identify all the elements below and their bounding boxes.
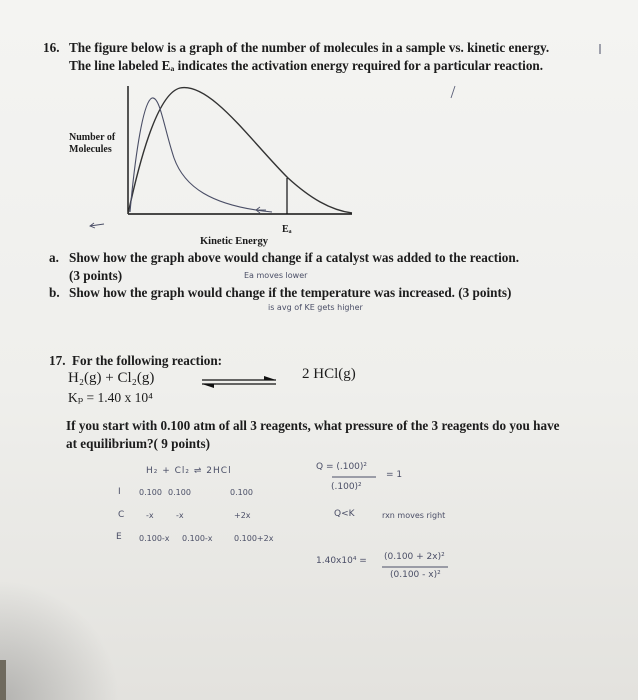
q-direction: rxn moves right	[382, 511, 446, 520]
q-compare: Q<K	[334, 509, 355, 519]
printed-distribution-curve	[128, 88, 352, 214]
energy-distribution-graph	[60, 78, 360, 253]
margin-tick-mark	[590, 40, 610, 60]
kp-equation-left: 1.40x10⁴ =	[316, 556, 367, 566]
ice-row-i-cl2: 0.100	[168, 488, 191, 497]
graph-y-label-line2: Molecules	[69, 144, 112, 155]
q-calc-numerator: Q = (.100)²	[316, 462, 368, 472]
ice-row-c-hcl: +2x	[234, 511, 251, 520]
ice-equation: H₂ + Cl₂ ⇌ 2HCl	[146, 466, 232, 476]
kp-equation-denominator: (0.100 - x)²	[390, 570, 441, 580]
q16a-student-answer: Ea moves lower	[244, 271, 308, 280]
q16b-student-answer: is avg of KE gets higher	[268, 303, 363, 312]
student-drawn-curve	[130, 98, 272, 212]
q16b-letter: b.	[49, 285, 60, 300]
graph-y-label-line1: Number of	[69, 132, 116, 143]
q-calc-denominator: (.100)²	[331, 482, 362, 492]
q17-intro: For the following reaction:	[72, 353, 223, 368]
ice-row-i-hcl: 0.100	[230, 488, 253, 497]
ice-row-e-cl2: 0.100-x	[182, 534, 213, 543]
ice-row-e-h2: 0.100-x	[139, 534, 170, 543]
ice-row-e-hcl: 0.100+2x	[234, 534, 274, 543]
graph-x-label: Kinetic Energy	[200, 236, 268, 247]
q17-reactants: H₂(g) + Cl₂(g)	[68, 370, 155, 386]
q17-question-line1: If you start with 0.100 atm of all 3 reagents, what pressure of the 3 reagents do you have	[66, 418, 560, 433]
photo-edge	[0, 660, 6, 700]
pencil-slash-mark	[446, 84, 460, 102]
ice-row-i-label: I	[118, 487, 121, 497]
ice-row-c-label: C	[118, 510, 125, 520]
q16b-text-line1: Show how the graph would change if the temperature was increased. (3 points)	[69, 285, 512, 300]
q17-number: 17.	[49, 353, 66, 368]
q-fraction-bar	[330, 474, 380, 480]
q17-question-line2: at equilibrium?( 9 points)	[66, 436, 210, 451]
graph-ea-label: Eₐ	[282, 224, 292, 235]
q16a-text-line1: Show how the graph above would change if a catalyst was added to the reaction.	[69, 250, 519, 265]
q16a-text-line2: (3 points)	[69, 268, 123, 283]
ice-row-c-h2: -x	[146, 511, 154, 520]
q16-number: 16.	[43, 40, 60, 55]
equilibrium-arrows	[200, 372, 280, 392]
ice-row-i-h2: 0.100	[139, 488, 162, 497]
photo-shadow	[0, 580, 120, 700]
q16-text-line2: The line labeled Eₐ indicates the activation energy required for a particular reaction.	[69, 58, 544, 73]
q17-kp: Kₚ = 1.40 x 10⁴	[68, 390, 153, 405]
q16a-letter: a.	[49, 250, 59, 265]
ice-row-c-cl2: -x	[176, 511, 184, 520]
q16-text-line1: The figure below is a graph of the number of molecules in a sample vs. kinetic energy.	[69, 40, 550, 55]
kp-equation-numerator: (0.100 + 2x)²	[384, 552, 445, 562]
ice-row-e-label: E	[116, 532, 122, 542]
q17-product: 2 HCl(g)	[302, 366, 356, 382]
q-calc-result: = 1	[386, 470, 403, 480]
